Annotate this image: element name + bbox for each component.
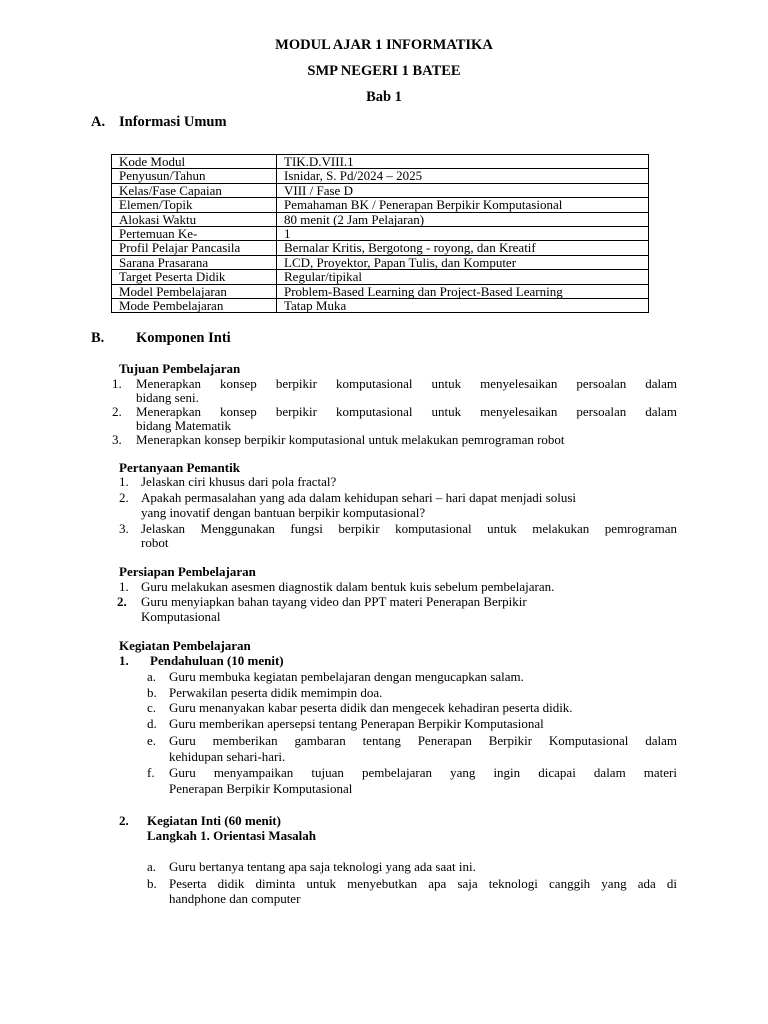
row-key: Kode Modul — [112, 155, 277, 169]
list-item-continuation: Penerapan Berpikir Komputasional — [169, 781, 353, 796]
list-item-letter: b. — [147, 685, 157, 700]
row-value: Isnidar, S. Pd/2024 – 2025 — [277, 169, 649, 183]
table-row — [112, 155, 649, 169]
list-item-number: 3. — [112, 432, 122, 447]
row-value: Bernalar Kritis, Bergotong - royong, dan Kreatif — [277, 241, 649, 255]
list-item-number: 3. — [119, 521, 129, 536]
table-row — [112, 241, 649, 255]
row-key: Profil Pelajar Pancasila — [112, 241, 277, 255]
list-item-letter: b. — [147, 876, 157, 891]
list-item-letter: c. — [147, 700, 157, 715]
row-value: 1 — [277, 226, 649, 240]
section-a-title: Informasi Umum — [119, 114, 227, 130]
list-item: Menerapkan konsep berpikir komputasional untuk menyelesaikan persoalan dalam — [136, 376, 677, 391]
row-key: Mode Pembelajaran — [112, 298, 277, 312]
document-title: MODUL AJAR 1 INFORMATIKA — [275, 37, 493, 53]
list-item-number: 2. — [119, 490, 129, 505]
list-item-continuation: bidang Matematik — [136, 418, 231, 433]
list-item-number: 1. — [119, 579, 129, 594]
list-item: Peserta didik diminta untuk menyebutkan apa saja teknologi canggih yang ada di — [169, 876, 677, 891]
pemantik-heading: Pertanyaan Pemantik — [119, 460, 240, 475]
table-row — [112, 226, 649, 240]
row-key: Elemen/Topik — [112, 198, 277, 212]
table-row — [112, 298, 649, 312]
inti-step-title: Langkah 1. Orientasi Masalah — [147, 828, 317, 843]
kegiatan-heading: Kegiatan Pembelajaran — [119, 638, 251, 653]
list-item-continuation: Komputasional — [141, 609, 221, 624]
table-row — [112, 270, 649, 284]
section-b-label: B. — [91, 330, 105, 346]
row-value: VIII / Fase D — [277, 183, 649, 197]
school-name: SMP NEGERI 1 BATEE — [307, 63, 461, 79]
tujuan-heading: Tujuan Pembelajaran — [119, 361, 241, 376]
row-key: Sarana Prasarana — [112, 255, 277, 269]
chapter-label: Bab 1 — [366, 89, 402, 105]
row-value: Regular/tipikal — [277, 270, 649, 284]
table-row — [112, 284, 649, 298]
list-item-letter: a. — [147, 859, 157, 874]
list-item-letter: f. — [147, 765, 155, 780]
list-item-number: 1. — [112, 376, 122, 391]
list-item-letter: a. — [147, 669, 157, 684]
pendahuluan-title: Pendahuluan (10 menit) — [150, 653, 284, 668]
row-key: Target Peserta Didik — [112, 270, 277, 284]
row-value: LCD, Proyektor, Papan Tulis, dan Komputer — [277, 255, 649, 269]
table-row — [112, 212, 649, 226]
section-b-title: Komponen Inti — [136, 330, 231, 346]
list-item-continuation: handphone dan computer — [169, 891, 301, 906]
inti-number: 2. — [119, 813, 129, 828]
section-a-label: A. — [91, 114, 106, 130]
list-item: Guru memberikan gambaran tentang Penerapan Berpikir Komputasional dalam — [169, 733, 677, 748]
row-key: Alokasi Waktu — [112, 212, 277, 226]
row-key: Model Pembelajaran — [112, 284, 277, 298]
list-item: Jelaskan ciri khusus dari pola fractal? — [141, 474, 337, 489]
list-item-continuation: yang inovatif dengan bantuan berpikir komputasional? — [141, 505, 426, 520]
list-item-number: 2. — [117, 594, 127, 609]
inti-title: Kegiatan Inti (60 menit) — [147, 813, 281, 828]
list-item: Guru menanyakan kabar peserta didik dan mengecek kehadiran peserta didik. — [169, 700, 573, 715]
list-item: Jelaskan Menggunakan fungsi berpikir komputasional untuk melakukan pemrograman — [141, 521, 677, 536]
list-item-number: 1. — [119, 474, 129, 489]
row-key: Pertemuan Ke- — [112, 226, 277, 240]
row-value: Tatap Muka — [277, 298, 649, 312]
row-value: TIK.D.VIII.1 — [277, 155, 649, 169]
list-item: Guru membuka kegiatan pembelajaran dengan mengucapkan salam. — [169, 669, 524, 684]
table-row — [112, 198, 649, 212]
list-item: Perwakilan peserta didik memimpin doa. — [169, 685, 383, 700]
list-item: Apakah permasalahan yang ada dalam kehidupan sehari – hari dapat menjadi solusi — [141, 490, 576, 505]
persiapan-heading: Persiapan Pembelajaran — [119, 564, 256, 579]
list-item: Guru bertanya tentang apa saja teknologi yang ada saat ini. — [169, 859, 476, 874]
table-row — [112, 169, 649, 183]
list-item-continuation: kehidupan sehari-hari. — [169, 749, 286, 764]
list-item-number: 2. — [112, 404, 122, 419]
list-item: Menerapkan konsep berpikir komputasional untuk melakukan pemrograman robot — [136, 432, 565, 447]
list-item-continuation: robot — [141, 535, 169, 550]
info-table — [111, 154, 649, 313]
row-value: Pemahaman BK / Penerapan Berpikir Komputasional — [277, 198, 649, 212]
list-item-letter: e. — [147, 733, 157, 748]
list-item: Guru melakukan asesmen diagnostik dalam bentuk kuis sebelum pembelajaran. — [141, 579, 555, 594]
list-item: Menerapkan konsep berpikir komputasional untuk menyelesaikan persoalan dalam — [136, 404, 677, 419]
row-key: Kelas/Fase Capaian — [112, 183, 277, 197]
list-item: Guru menyampaikan tujuan pembelajaran yang ingin dicapai dalam materi — [169, 765, 677, 780]
table-row — [112, 183, 649, 197]
list-item: Guru menyiapkan bahan tayang video dan PPT materi Penerapan Berpikir — [141, 594, 527, 609]
row-value: 80 menit (2 Jam Pelajaran) — [277, 212, 649, 226]
row-value: Problem-Based Learning dan Project-Based Learning — [277, 284, 649, 298]
list-item-continuation: bidang seni. — [136, 390, 199, 405]
table-row — [112, 255, 649, 269]
row-key: Penyusun/Tahun — [112, 169, 277, 183]
list-item: Guru memberikan apersepsi tentang Penerapan Berpikir Komputasional — [169, 716, 544, 731]
list-item-letter: d. — [147, 716, 157, 731]
pendahuluan-number: 1. — [119, 653, 129, 668]
